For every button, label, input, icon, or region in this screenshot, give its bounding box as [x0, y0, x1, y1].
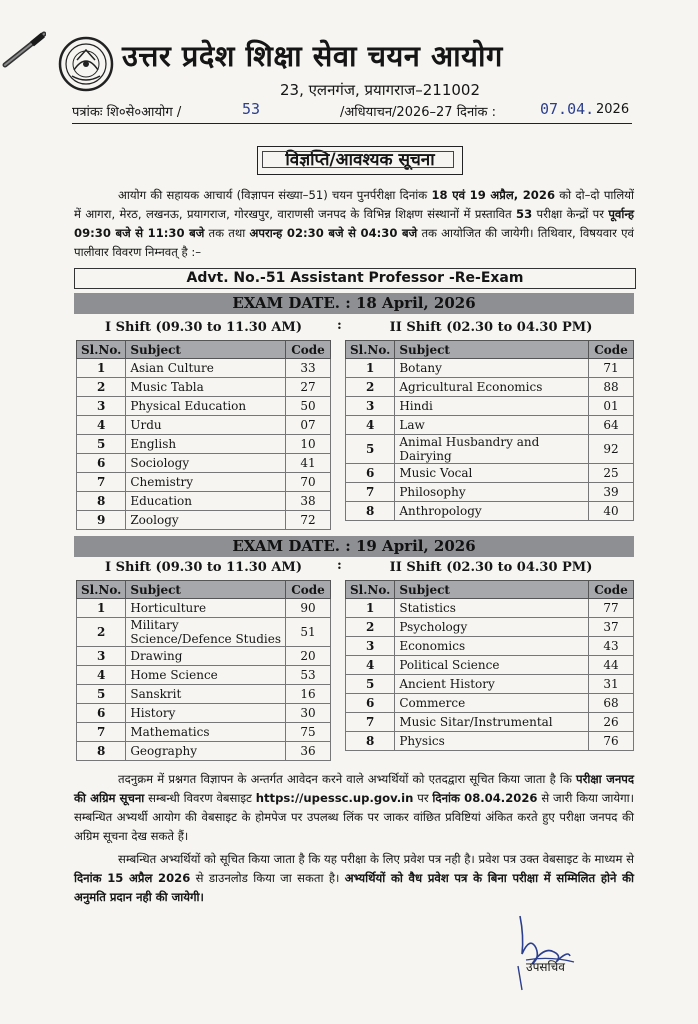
code-cell: 68	[589, 694, 634, 713]
shift-separator: :	[337, 558, 342, 573]
serial-number-cell: 3	[346, 637, 395, 656]
subject-cell: Hindi	[395, 397, 589, 416]
shift-table	[345, 340, 634, 521]
table-row	[346, 435, 634, 464]
table-row	[77, 454, 331, 473]
organisation-address: 23, एलनगंज, प्रयागराज–211002	[280, 81, 481, 99]
column-header: Sl.No.	[346, 581, 395, 599]
code-cell: 36	[286, 742, 331, 761]
intro-paragraph	[74, 186, 634, 262]
column-header: Code	[589, 581, 634, 599]
intro-text-a: आयोग की सहायक आचार्य (विज्ञापन संख्या–51) चयन पुनर्परीक्षा दिनांक	[118, 188, 432, 202]
intro-centre-count: 53	[516, 207, 533, 221]
para2-text-e: से जारी किया जायेगा। सम्बन्धित अभ्यर्थी आयोग की वेबसाइट के होमपेज पर उपलब्ध लिंक पर जाकर वांछित प्रविष्टियां अंकित करते हुए परीक्षा जनपद की अग्रिम सूचना देख सकते हैं।	[74, 791, 634, 843]
subject-cell: Home Science	[126, 666, 286, 685]
subject-cell: English	[126, 435, 286, 454]
table-row	[346, 599, 634, 618]
serial-number-cell: 3	[77, 397, 126, 416]
table-row	[346, 464, 634, 483]
subject-cell: Asian Culture	[126, 359, 286, 378]
code-cell: 26	[589, 713, 634, 732]
column-header: Subject	[126, 341, 286, 359]
para2-text-c: सम्बन्धी विवरण वेबसाइट	[144, 791, 256, 805]
serial-number-cell: 5	[346, 675, 395, 694]
table-row	[346, 732, 634, 751]
code-cell: 20	[286, 647, 331, 666]
subject-cell: Political Science	[395, 656, 589, 675]
code-cell: 01	[589, 397, 634, 416]
advertisement-title: Advt. No.-51 Assistant Professor -Re-Exam	[74, 268, 636, 289]
table-row	[77, 742, 331, 761]
table-header-row	[77, 341, 331, 359]
code-cell: 76	[589, 732, 634, 751]
table-row	[77, 378, 331, 397]
table-row	[346, 502, 634, 521]
signature-icon	[510, 906, 580, 996]
serial-number-cell: 4	[346, 656, 395, 675]
serial-number-cell: 1	[77, 359, 126, 378]
table-header-row	[346, 341, 634, 359]
serial-number-cell: 7	[77, 473, 126, 492]
para3-text-a: सम्बन्धित अभ्यर्थियों को सूचित किया जाता है कि यह परीक्षा के लिए प्रवेश पत्र नही है। प्रवेश पत्र उक्त वेबसाइट के माध्यम से	[118, 852, 634, 866]
serial-number-cell: 7	[77, 723, 126, 742]
code-cell: 64	[589, 416, 634, 435]
subject-cell: Animal Husbandry and Dairying	[395, 435, 589, 464]
serial-number-cell: 8	[77, 492, 126, 511]
subject-cell: Ancient History	[395, 675, 589, 694]
code-cell: 37	[589, 618, 634, 637]
code-cell: 75	[286, 723, 331, 742]
table-row	[77, 666, 331, 685]
subject-cell: Economics	[395, 637, 589, 656]
organisation-title: उत्तर प्रदेश शिक्षा सेवा चयन आयोग	[122, 39, 503, 73]
table-row	[77, 618, 331, 647]
code-cell: 77	[589, 599, 634, 618]
subject-cell: Music Sitar/Instrumental	[395, 713, 589, 732]
shift-table	[345, 580, 634, 751]
table-row	[346, 637, 634, 656]
shift-title: II Shift (02.30 to 04.30 PM)	[389, 320, 593, 335]
table-header-row	[346, 581, 634, 599]
serial-number-cell: 8	[346, 502, 395, 521]
table-row	[77, 723, 331, 742]
column-header: Code	[286, 581, 331, 599]
table-row	[346, 359, 634, 378]
code-cell: 16	[286, 685, 331, 704]
signatory-designation: उपसचिव	[526, 960, 565, 974]
code-cell: 33	[286, 359, 331, 378]
shift-title: I Shift (09.30 to 11.30 AM)	[105, 560, 302, 575]
subject-cell: Philosophy	[395, 483, 589, 502]
serial-number-cell: 6	[346, 694, 395, 713]
column-header: Sl.No.	[77, 341, 126, 359]
table-row	[77, 473, 331, 492]
serial-number-cell: 6	[77, 454, 126, 473]
intro-text-b: को दो–दो पालियों में आगरा, मेरठ, लखनऊ, प्रयागराज, गोरखपुर, वाराणसी जनपद के विभिन्न शिक्षण संस्थानों में प्रस्तावित	[74, 188, 634, 221]
code-cell: 38	[286, 492, 331, 511]
exam-date-bar: EXAM DATE. : 19 April, 2026	[74, 536, 634, 557]
reference-prefix: पत्रांकः शि०से०आयोग /	[72, 105, 182, 120]
table-row	[77, 511, 331, 530]
intro-text-d: तक तथा	[204, 226, 250, 240]
para3-warning: अभ्यर्थियों को वैध प्रवेश पत्र के बिना परीक्षा में सम्मिलित होने की अनुमति प्रदान नही की जायेगी।	[74, 871, 635, 904]
column-header: Subject	[126, 581, 286, 599]
code-cell: 71	[589, 359, 634, 378]
shift-table	[76, 580, 331, 761]
serial-number-cell: 2	[77, 378, 126, 397]
subject-cell: Physical Education	[126, 397, 286, 416]
intro-afternoon-time: अपरान्ह 02:30 बजे से 04:30 बजे	[249, 226, 418, 240]
code-cell: 07	[286, 416, 331, 435]
serial-number-cell: 7	[346, 483, 395, 502]
reference-number: 53	[242, 100, 261, 118]
reference-line	[72, 100, 632, 122]
code-cell: 30	[286, 704, 331, 723]
serial-number-cell: 6	[77, 704, 126, 723]
admit-district-paragraph	[74, 770, 634, 846]
subject-cell: Law	[395, 416, 589, 435]
shift-table	[76, 340, 331, 530]
code-cell: 51	[286, 618, 331, 647]
subject-cell: Music Vocal	[395, 464, 589, 483]
para3-download-date: दिनांक 15 अप्रैल 2026	[74, 871, 191, 885]
serial-number-cell: 1	[77, 599, 126, 618]
intro-exam-dates: 18 एवं 19 अप्रैल, 2026	[431, 188, 556, 202]
table-row	[346, 397, 634, 416]
table-row	[346, 675, 634, 694]
serial-number-cell: 7	[346, 713, 395, 732]
subject-cell: Horticulture	[126, 599, 286, 618]
table-row	[346, 483, 634, 502]
column-header: Code	[589, 341, 634, 359]
subject-cell: Chemistry	[126, 473, 286, 492]
table-row	[77, 397, 331, 416]
table-row	[77, 359, 331, 378]
serial-number-cell: 4	[77, 666, 126, 685]
code-cell: 41	[286, 454, 331, 473]
table-row	[346, 694, 634, 713]
serial-number-cell: 2	[346, 378, 395, 397]
code-cell: 92	[589, 435, 634, 464]
website-link[interactable]: https://upessc.up.gov.in	[255, 791, 414, 805]
column-header: Code	[286, 341, 331, 359]
seal-emblem-icon	[58, 36, 114, 92]
serial-number-cell: 1	[346, 599, 395, 618]
serial-number-cell: 4	[346, 416, 395, 435]
table-row	[346, 656, 634, 675]
code-cell: 50	[286, 397, 331, 416]
subject-cell: Psychology	[395, 618, 589, 637]
table-row	[346, 618, 634, 637]
reference-date-handwritten: 07.04.	[540, 100, 595, 118]
code-cell: 25	[589, 464, 634, 483]
subject-cell: Geography	[126, 742, 286, 761]
reference-year: 2026	[596, 102, 630, 117]
serial-number-cell: 9	[77, 511, 126, 530]
serial-number-cell: 5	[346, 435, 395, 464]
para2-text-a: तदनुक्रम में प्रश्नगत विज्ञापन के अन्तर्गत आवेदन करने वाले अभ्यर्थियों को एतदद्वारा सूचित किया जाता है कि	[118, 772, 577, 786]
pen-icon	[2, 28, 46, 68]
code-cell: 39	[589, 483, 634, 502]
para2-release-date: दिनांक 08.04.2026	[432, 791, 538, 805]
code-cell: 90	[286, 599, 331, 618]
subject-cell: Drawing	[126, 647, 286, 666]
subject-cell: Military Science/Defence Studies	[126, 618, 286, 647]
shift-title: I Shift (09.30 to 11.30 AM)	[105, 320, 302, 335]
serial-number-cell: 1	[346, 359, 395, 378]
intro-text-c: परीक्षा केन्द्रों पर	[532, 207, 609, 221]
subject-cell: Commerce	[395, 694, 589, 713]
code-cell: 27	[286, 378, 331, 397]
notice-title-text: विज्ञप्ति/आवश्यक सूचना	[285, 150, 435, 170]
table-row	[346, 713, 634, 732]
intro-text-e: तक आयोजित की जायेगी। तिथिवार, विषयवार एवं पालीवार विवरण निम्नवत् है :–	[74, 226, 634, 259]
subject-cell: Music Tabla	[126, 378, 286, 397]
serial-number-cell: 2	[346, 618, 395, 637]
table-header-row	[77, 581, 331, 599]
table-row	[77, 435, 331, 454]
intro-morning-time: पूर्वान्ह 09:30 बजे से 11:30 बजे	[74, 207, 635, 240]
serial-number-cell: 8	[77, 742, 126, 761]
table-row	[77, 704, 331, 723]
admit-card-paragraph	[74, 850, 634, 907]
para3-text-b: से डाउनलोड किया जा सकता है।	[190, 871, 345, 885]
subject-cell: History	[126, 704, 286, 723]
subject-cell: Sanskrit	[126, 685, 286, 704]
table-row	[77, 416, 331, 435]
column-header: Sl.No.	[77, 581, 126, 599]
shift-separator: :	[337, 318, 342, 333]
subject-cell: Mathematics	[126, 723, 286, 742]
shift-title: II Shift (02.30 to 04.30 PM)	[389, 560, 593, 575]
subject-cell: Education	[126, 492, 286, 511]
code-cell: 44	[589, 656, 634, 675]
table-row	[77, 492, 331, 511]
table-row	[77, 685, 331, 704]
code-cell: 53	[286, 666, 331, 685]
code-cell: 31	[589, 675, 634, 694]
serial-number-cell: 4	[77, 416, 126, 435]
code-cell: 43	[589, 637, 634, 656]
column-header: Sl.No.	[346, 341, 395, 359]
table-row	[346, 416, 634, 435]
code-cell: 70	[286, 473, 331, 492]
subject-cell: Urdu	[126, 416, 286, 435]
subject-cell: Physics	[395, 732, 589, 751]
code-cell: 10	[286, 435, 331, 454]
table-row	[77, 647, 331, 666]
header-divider	[72, 123, 632, 124]
notice-title	[257, 146, 463, 175]
serial-number-cell: 2	[77, 618, 126, 647]
reference-middle: /अधियाचन/2026–27 दिनांक :	[340, 105, 497, 120]
table-row	[77, 599, 331, 618]
serial-number-cell: 5	[77, 435, 126, 454]
subject-cell: Agricultural Economics	[395, 378, 589, 397]
subject-cell: Sociology	[126, 454, 286, 473]
para2-district-notice: परीक्षा जनपद की अग्रिम सूचना	[74, 772, 634, 805]
code-cell: 40	[589, 502, 634, 521]
serial-number-cell: 3	[77, 647, 126, 666]
subject-cell: Zoology	[126, 511, 286, 530]
code-cell: 88	[589, 378, 634, 397]
serial-number-cell: 6	[346, 464, 395, 483]
subject-cell: Botany	[395, 359, 589, 378]
column-header: Subject	[395, 581, 589, 599]
serial-number-cell: 3	[346, 397, 395, 416]
subject-cell: Anthropology	[395, 502, 589, 521]
exam-date-bar: EXAM DATE. : 18 April, 2026	[74, 293, 634, 314]
subject-cell: Statistics	[395, 599, 589, 618]
serial-number-cell: 5	[77, 685, 126, 704]
serial-number-cell: 8	[346, 732, 395, 751]
code-cell: 72	[286, 511, 331, 530]
table-row	[346, 378, 634, 397]
column-header: Subject	[395, 341, 589, 359]
para2-text-d: पर	[413, 791, 433, 805]
